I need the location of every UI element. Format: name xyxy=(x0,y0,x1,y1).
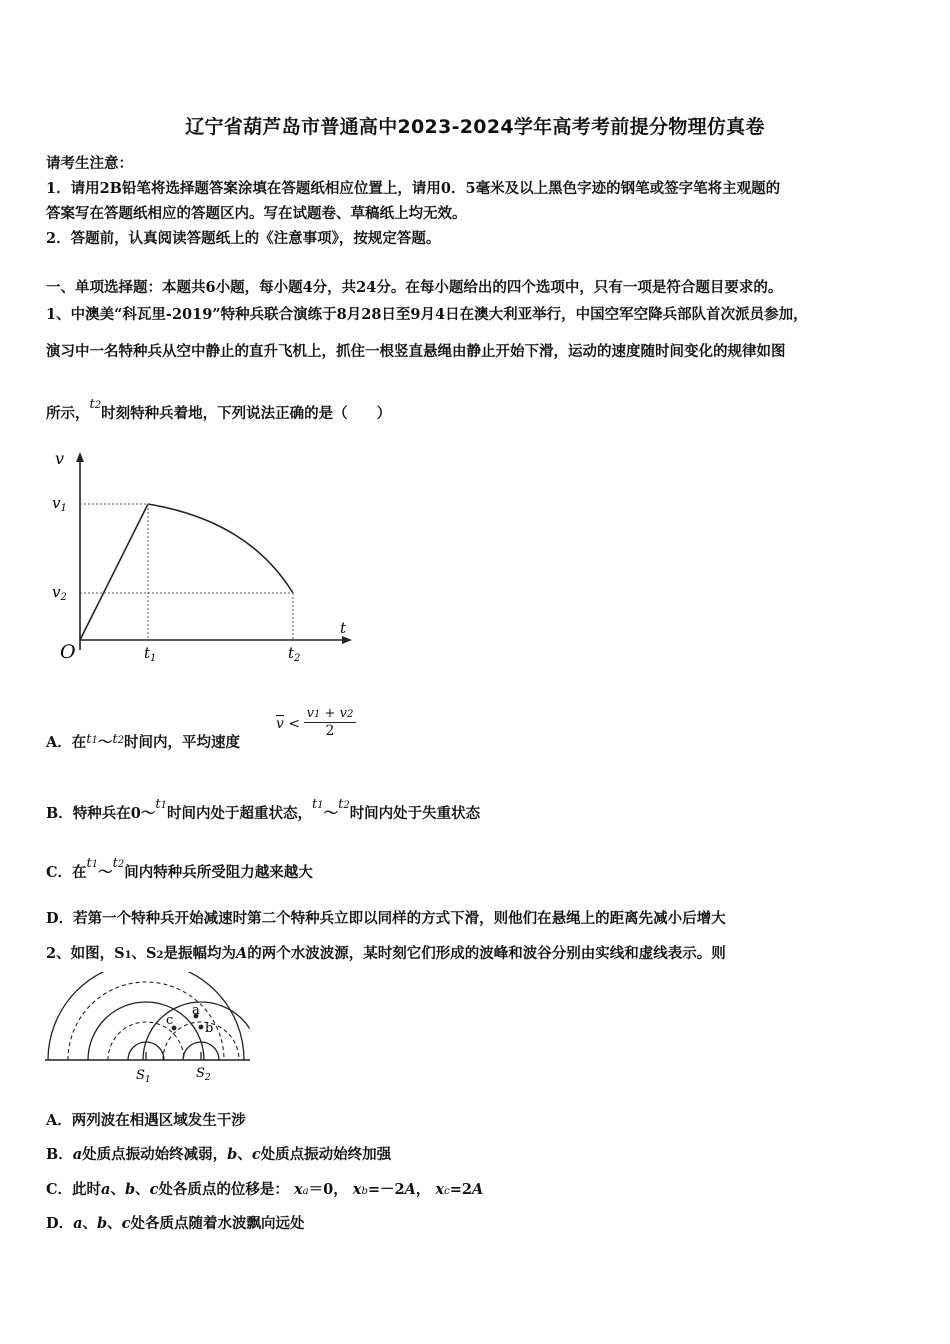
x-axis-arrow xyxy=(342,636,352,644)
t1-label: $t_1$ xyxy=(144,644,157,664)
y-axis-label: v xyxy=(55,449,65,468)
v1-label: $v_1$ xyxy=(52,494,67,514)
q1-stem-line-3: 所示，t2时刻特种兵着地，下列说法正确的是（ ） xyxy=(46,397,392,422)
x-axis-label: t xyxy=(340,619,347,637)
q2-option-c: C．此时a、b、c处各质点的位移是： xa＝0， xb=－2A， xc=2A xyxy=(46,1181,484,1198)
label-a: a xyxy=(192,1003,200,1018)
average-velocity-inequality: $\overline{v}$ < xyxy=(276,716,301,732)
q2-stem: 2、如图，S1、S2是振幅均为A的两个水波波源，某时刻它们形成的波峰和波谷分别由实线和虚线表示。则 xyxy=(46,945,726,962)
origin-label: O xyxy=(60,641,76,663)
wave-interference-figure xyxy=(40,972,260,1087)
label-s1: $S_1$ xyxy=(136,1068,151,1085)
q1-option-a: A．在t1～t2时间内，平均速度 xyxy=(46,732,240,751)
q2-option-b: B．a处质点振动始终减弱，b、c处质点振动始终加强 xyxy=(46,1146,392,1163)
q2-option-d: D．a、b、c处各质点随着水波飘向远处 xyxy=(46,1215,305,1232)
deceleration-curve xyxy=(148,504,293,593)
label-c: c xyxy=(166,1013,174,1028)
q1-stem-line-2: 演习中一名特种兵从空中静止的直升飞机上，抓住一根竖直悬绳由静止开始下滑，运动的速度随时间变化的规律如图 xyxy=(46,343,786,360)
notice-line-1: 1．请用2B铅笔将选择题答案涂填在答题纸相应位置上，请用0．5毫米及以上黑色字迹的钢笔或签字笔将主观题的 xyxy=(46,180,781,197)
q1-option-d: D．若第一个特种兵开始减速时第二个特种兵立即以同样的方式下滑，则他们在悬绳上的距离先减小后增大 xyxy=(46,910,726,927)
s1-crest-middle xyxy=(88,1002,204,1060)
q1-stem-line-1: 1、中澳美“科瓦里-2019”特种兵联合演练于8月28日至9月4日在澳大利亚举行，中国空军空降兵部队首次派员参加， xyxy=(46,306,808,323)
page-title: 辽宁省葫芦岛市普通高中2023-2024学年高考考前提分物理仿真卷 xyxy=(185,116,765,138)
q1-option-c: C．在t1～t2间内特种兵所受阻力越来越大 xyxy=(46,856,313,881)
point-b xyxy=(199,1025,204,1030)
q1-option-b: B．特种兵在0～t1时间内处于超重状态，t1～t2时间内处于失重状态 xyxy=(46,797,481,822)
v2-label: $v_2$ xyxy=(52,583,67,603)
s2-crest-outer xyxy=(143,1002,259,1060)
y-axis-arrow xyxy=(76,452,84,462)
s1-crest-outer xyxy=(48,972,244,1060)
notice-line-2: 答案写在答题纸相应的答题区内。写在试题卷、草稿纸上均无效。 xyxy=(46,205,467,222)
acceleration-line xyxy=(80,504,148,640)
label-b: b xyxy=(205,1021,214,1036)
label-s2: $S_2$ xyxy=(196,1066,211,1083)
q2-option-a: A．两列波在相遇区域发生干涉 xyxy=(46,1112,246,1129)
velocity-fraction: v1 + v2 2 xyxy=(304,706,356,739)
t2-symbol: t2 xyxy=(89,397,102,412)
notice-heading: 请考生注意： xyxy=(46,155,133,172)
notice-line-3: 2．答题前，认真阅读答题纸上的《注意事项》，按规定答题。 xyxy=(46,230,441,247)
t2-label: $t_2$ xyxy=(288,644,301,664)
s1-trough-outer xyxy=(68,982,224,1060)
velocity-time-graph xyxy=(40,440,370,680)
section-heading: 一、单项选择题：本题共6小题，每小题4分，共24分。在每小题给出的四个选项中，只有一项是符合题目要求的。 xyxy=(46,279,783,296)
